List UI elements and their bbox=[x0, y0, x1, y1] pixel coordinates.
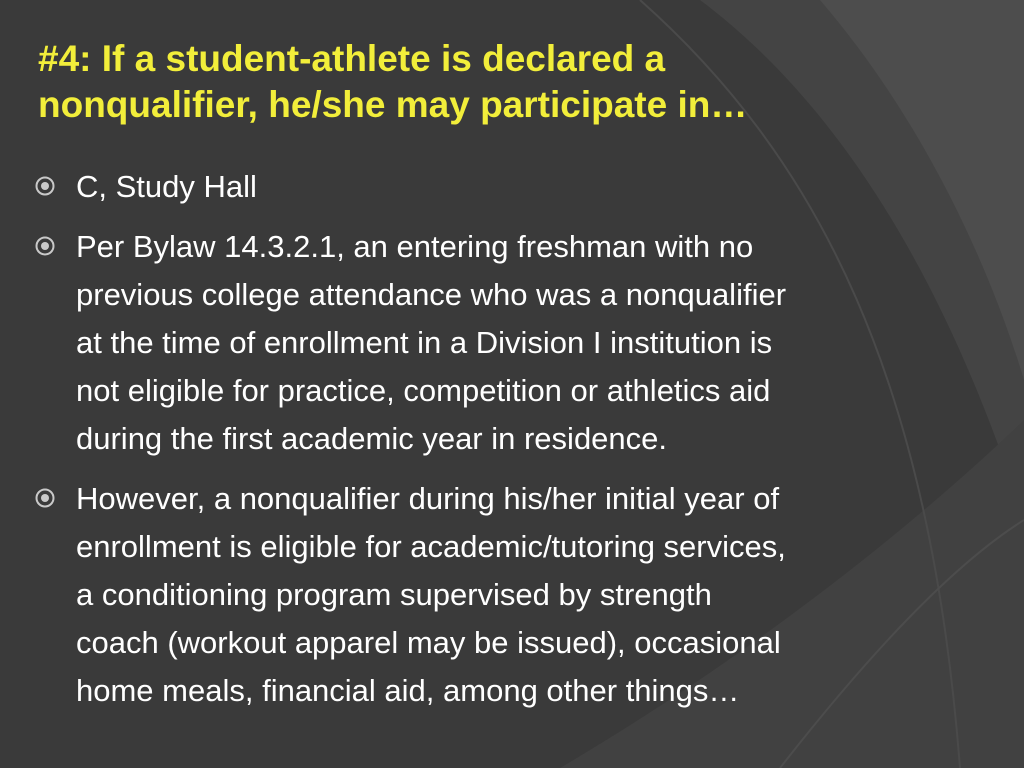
bullet-line: not eligible for practice, competition or athletics aid bbox=[76, 373, 771, 408]
bullet-item bbox=[34, 223, 994, 463]
bullet-line: home meals, financial aid, among other things… bbox=[76, 673, 740, 708]
bullet-line: a conditioning program supervised by strength bbox=[76, 577, 712, 612]
slide-title bbox=[38, 36, 998, 128]
bullet-list bbox=[34, 163, 994, 727]
bullet-line: C, Study Hall bbox=[76, 169, 257, 204]
bullet-line: at the time of enrollment in a Division I institution is bbox=[76, 325, 773, 360]
bullet-item bbox=[34, 475, 994, 715]
circled-dot-icon bbox=[34, 487, 56, 509]
title-line: nonqualifier, he/she may participate in… bbox=[38, 84, 748, 125]
bullet-text bbox=[76, 223, 994, 463]
bullet-line: Per Bylaw 14.3.2.1, an entering freshman with no bbox=[76, 229, 754, 264]
bullet-line: coach (workout apparel may be issued), occasional bbox=[76, 625, 781, 660]
bullet-line: enrollment is eligible for academic/tutoring services, bbox=[76, 529, 786, 564]
circled-dot-icon bbox=[34, 235, 56, 257]
bullet-text bbox=[76, 475, 994, 715]
bullet-line: during the first academic year in residence. bbox=[76, 421, 668, 456]
title-line: #4: If a student-athlete is declared a bbox=[38, 38, 666, 79]
bullet-line: However, a nonqualifier during his/her initial year of bbox=[76, 481, 780, 516]
circled-dot-icon bbox=[34, 175, 56, 197]
bullet-item bbox=[34, 163, 994, 211]
bullet-text bbox=[76, 163, 994, 211]
bullet-line: previous college attendance who was a nonqualifier bbox=[76, 277, 787, 312]
